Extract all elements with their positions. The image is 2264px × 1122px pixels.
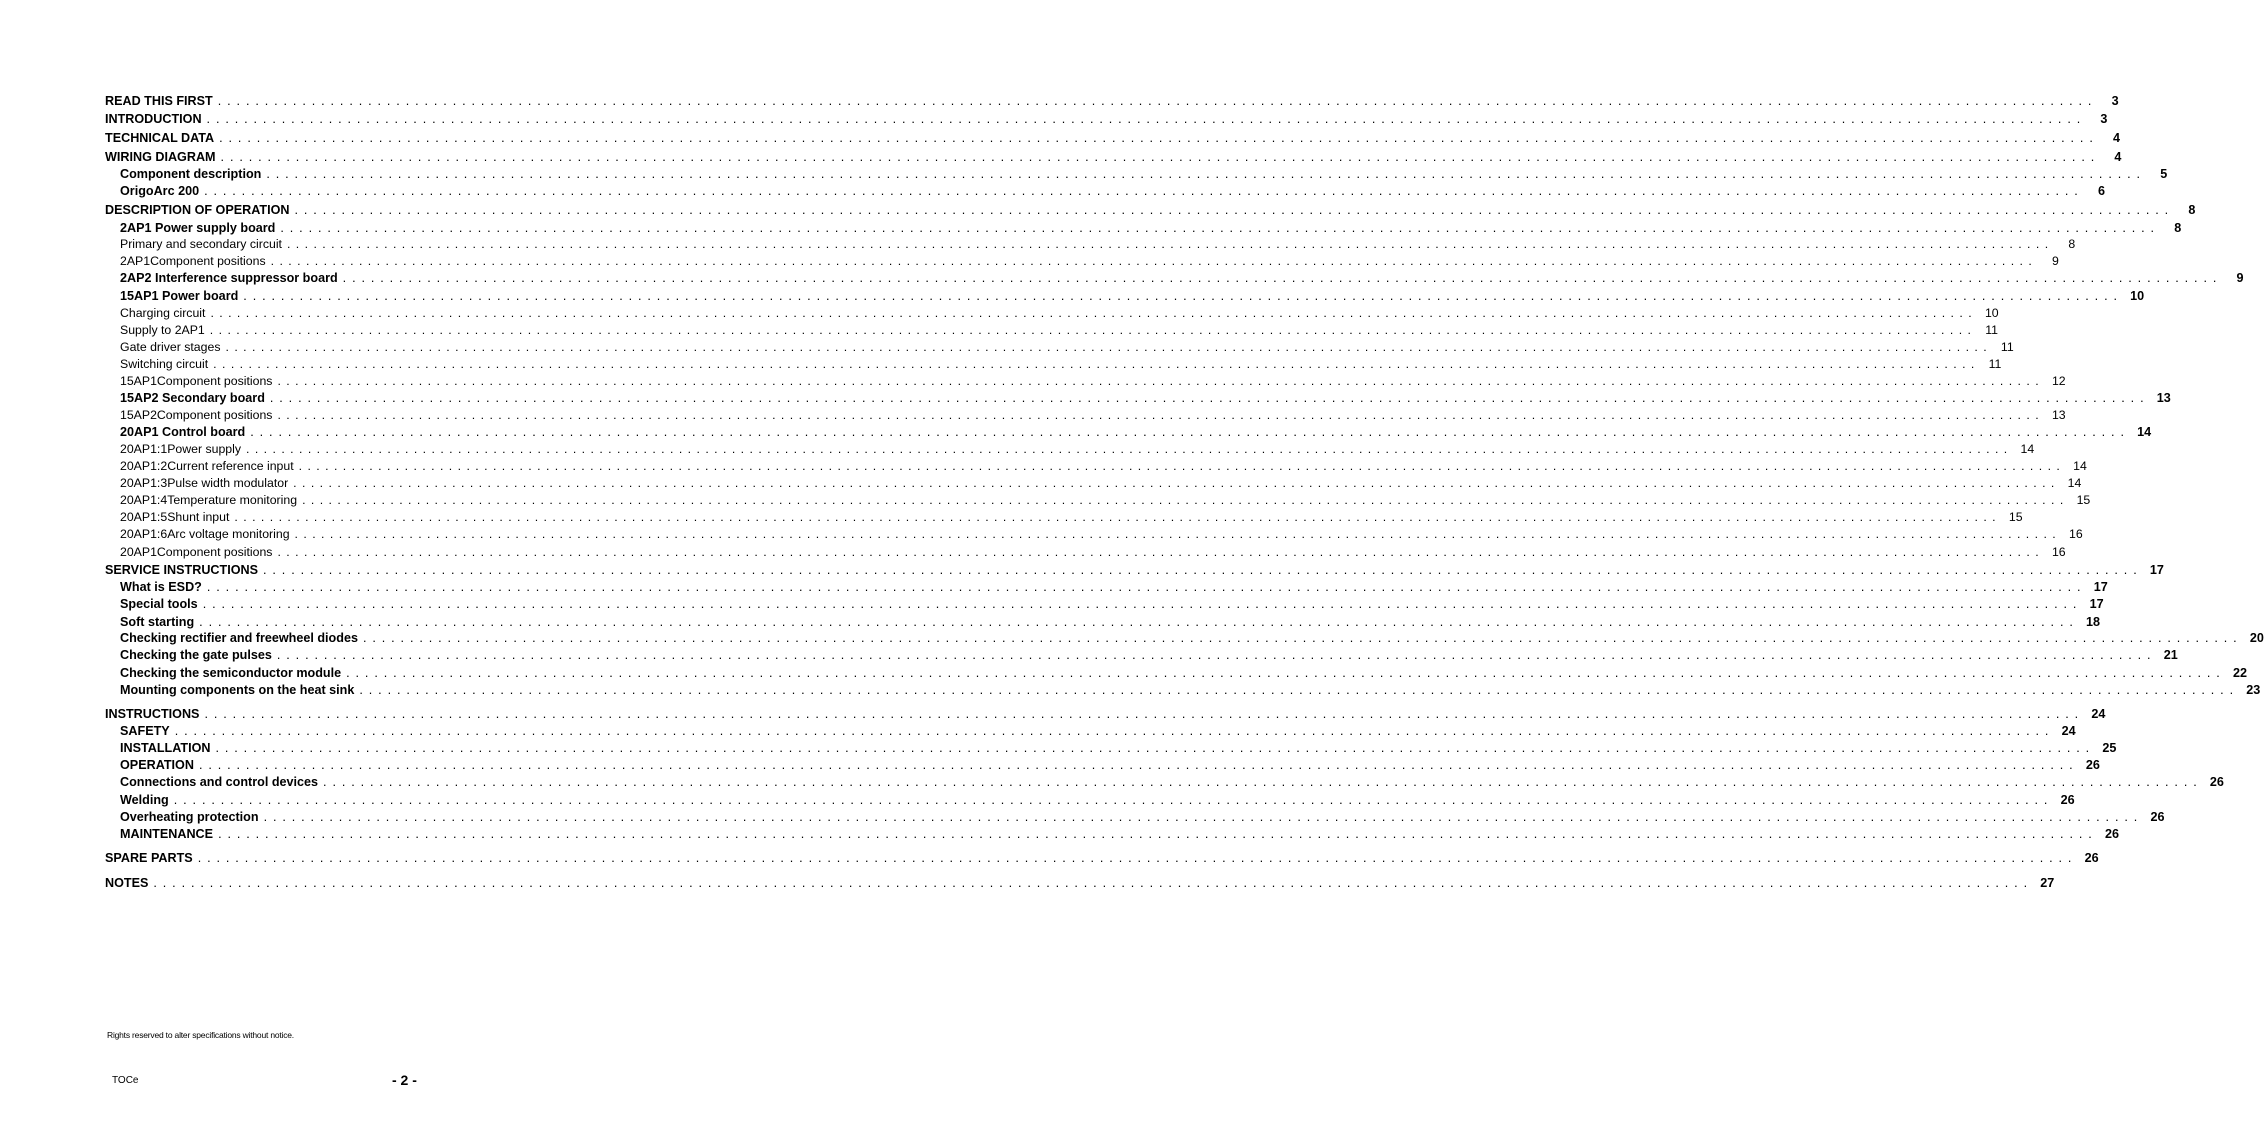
toc-entry — [120, 723, 2076, 739]
toc-entry-title: Checking the gate pulses — [120, 648, 272, 662]
toc-entry-page: 16 — [2051, 545, 2066, 559]
toc-entry-code: 20AP1:3 — [120, 476, 168, 490]
toc-entry-title: Switching circuit — [120, 357, 209, 371]
toc-leader-dots: . . . . . . . . . . . . . . . . . . . . . . . . . . . . . . . . . . . . . . . . . . . . . . . . . . . . . . . . . . . . . . . . . . . . . . . . . . . . . . . . . . . . . . . . . . . . . . . . . . . . . . . . . . . . . . . . . . . . . . . . . . . . . . . . . . . . . . . . . . . . . . . . . . . . . . . . . . . . . . . . . . . . . . . . . . . . . . . . . . . . . . . . . . . . . . . . . . . . . . . . — [225, 340, 1988, 354]
toc-entry-code: 20AP1:1 — [120, 442, 168, 456]
toc-leader-dots: . . . . . . . . . . . . . . . . . . . . . . . . . . . . . . . . . . . . . . . . . . . . . . . . . . . . . . . . . . . . . . . . . . . . . . . . . . . . . . . . . . . . . . . . . . . . . . . . . . . . . . . . . . . . . . . . . . . . . . . . . . . . . . . . . . . . . . . . . . . . . . . . . . . . . . . . . . . . . . . . . . . . . . . . . . . . . . . . . . . . . . . . . . . . . . . . . . . . . . . . — [270, 254, 2033, 268]
toc-entry-page: 14 — [2073, 459, 2087, 473]
toc-leader-dots: . . . . . . . . . . . . . . . . . . . . . . . . . . . . . . . . . . . . . . . . . . . . . . . . . . . . . . . . . . . . . . . . . . . . . . . . . . . . . . . . . . . . . . . . . . . . . . . . . . . . . . . . . . . . . . . . . . . . . . . . . . . . . . . . . . . . . . . . . . . . . . . . . . . . . . . . . . . . . . . . . . . . . . . . . . . . . . . . . . . . . . . . . . . . . . . . . . . . . . . . — [220, 150, 2096, 164]
toc-entry-code: 15AP1 — [120, 374, 157, 388]
toc-entry-title: Power supply — [167, 442, 242, 456]
toc-entry — [120, 740, 2117, 756]
toc-entry — [120, 526, 2083, 542]
toc-entry-page: 14 — [2137, 425, 2152, 439]
document-id: TOCe — [112, 1075, 139, 1086]
toc-entry-code: 2AP1 — [120, 254, 151, 268]
toc-entry — [120, 475, 2082, 491]
toc-entry-page: 20 — [2249, 631, 2264, 645]
toc-leader-dots: . . . . . . . . . . . . . . . . . . . . . . . . . . . . . . . . . . . . . . . . . . . . . . . . . . . . . . . . . . . . . . . . . . . . . . . . . . . . . . . . . . . . . . . . . . . . . . . . . . . . . . . . . . . . . . . . . . . . . . . . . . . . . . . . . . . . . . . . . . . . . . . . . . . . . . . . . . . . . . . . . . . . . . . . . . . . . . . . . . . . . . . . . . . . . . . . . . . . . . . . — [202, 597, 2078, 611]
toc-entry-page: 10 — [2130, 289, 2145, 303]
toc-entry — [120, 407, 2066, 423]
toc-entry-page: 13 — [2051, 408, 2066, 422]
toc-entry-title: DESCRIPTION OF OPERATION — [105, 203, 290, 217]
toc-entry-page: 8 — [2174, 221, 2182, 235]
toc-entry — [105, 111, 2108, 127]
toc-entry-page: 25 — [2102, 741, 2117, 755]
toc-entry-title: Current reference input — [167, 459, 294, 473]
toc-entry-page: 8 — [2188, 203, 2196, 217]
toc-entry — [120, 458, 2087, 474]
toc-leader-dots: . . . . . . . . . . . . . . . . . . . . . . . . . . . . . . . . . . . . . . . . . . . . . . . . . . . . . . . . . . . . . . . . . . . . . . . . . . . . . . . . . . . . . . . . . . . . . . . . . . . . . . . . . . . . . . . . . . . . . . . . . . . . . . . . . . . . . . . . . . . . . . . . . . . . . . . . . . . . . . . . . . . . . . . . . . . . . . . . . . . . . . . . . . . . . . . . . . . . . . . . — [323, 775, 2198, 789]
toc-entry-page: 4 — [2114, 150, 2122, 164]
toc-entry-page: 12 — [2051, 374, 2066, 388]
toc-entry-page: 26 — [2104, 827, 2119, 841]
toc-entry-page: 4 — [2113, 131, 2121, 145]
toc-entry-title: Charging circuit — [120, 306, 206, 320]
toc-entry-title: 2AP1 Power supply board — [120, 221, 276, 235]
toc-entry — [120, 630, 2264, 646]
toc-entry-title: Gate driver stages — [120, 340, 221, 354]
toc-leader-dots: . . . . . . . . . . . . . . . . . . . . . . . . . . . . . . . . . . . . . . . . . . . . . . . . . . . . . . . . . . . . . . . . . . . . . . . . . . . . . . . . . . . . . . . . . . . . . . . . . . . . . . . . . . . . . . . . . . . . . . . . . . . . . . . . . . . . . . . . . . . . . . . . . . . . . . . . . . . . . . . . . . . . . . . . . . . . . . . . . . . . . . . . . . . . . . . . . . . . . . . . — [218, 827, 2093, 841]
toc-leader-dots: . . . . . . . . . . . . . . . . . . . . . . . . . . . . . . . . . . . . . . . . . . . . . . . . . . . . . . . . . . . . . . . . . . . . . . . . . . . . . . . . . . . . . . . . . . . . . . . . . . . . . . . . . . . . . . . . . . . . . . . . . . . . . . . . . . . . . . . . . . . . . . . . . . . . . . . . . . . . . . . . . . . . . . . . . . . . . . . . . . . . . . . . . . . . . . . . . . . . . . . . — [173, 793, 2049, 807]
toc-entry — [120, 322, 1998, 338]
toc-entry-page: 21 — [2163, 648, 2178, 662]
toc-entry-page: 11 — [1988, 357, 2002, 371]
toc-entry-code: 20AP1:6 — [120, 527, 168, 541]
toc-entry-title: Component positions — [156, 545, 273, 559]
toc-leader-dots: . . . . . . . . . . . . . . . . . . . . . . . . . . . . . . . . . . . . . . . . . . . . . . . . . . . . . . . . . . . . . . . . . . . . . . . . . . . . . . . . . . . . . . . . . . . . . . . . . . . . . . . . . . . . . . . . . . . . . . . . . . . . . . . . . . . . . . . . . . . . . . . . . . . . . . . . . . . . . . . . . . . . . . . . . . . . . . . . . . . . . . . . . . . . . . . . . . . . . . . . — [266, 167, 2142, 181]
toc-entry-code: 20AP1:5 — [120, 510, 168, 524]
toc-entry-title: Mounting components on the heat sink — [120, 683, 355, 697]
toc-leader-dots: . . . . . . . . . . . . . . . . . . . . . . . . . . . . . . . . . . . . . . . . . . . . . . . . . . . . . . . . . . . . . . . . . . . . . . . . . . . . . . . . . . . . . . . . . . . . . . . . . . . . . . . . . . . . . . . . . . . . . . . . . . . . . . . . . . . . . . . . . . . . . . . . . . . . . . . . . . . . . . . . . . . . . . . . . . . . . . . . . . . . . . . . . . . . . . . . . . . . . . . . — [263, 810, 2139, 824]
toc-entry-page: 11 — [2000, 340, 2014, 354]
toc-entry — [120, 288, 2145, 304]
toc-entry — [120, 682, 2261, 698]
toc-entry — [120, 356, 2002, 372]
toc-leader-dots: . . . . . . . . . . . . . . . . . . . . . . . . . . . . . . . . . . . . . . . . . . . . . . . . . . . . . . . . . . . . . . . . . . . . . . . . . . . . . . . . . . . . . . . . . . . . . . . . . . . . . . . . . . . . . . . . . . . . . . . . . . . . . . . . . . . . . . . . . . . . . . . . . . . . . . . . . . . . . . . . . . . . . . . . . . . . . . . . . . . . . . . . . . . . . . . . . . . . . . . . — [206, 580, 2082, 594]
toc-entry — [120, 236, 2076, 252]
toc-leader-dots: . . . . . . . . . . . . . . . . . . . . . . . . . . . . . . . . . . . . . . . . . . . . . . . . . . . . . . . . . . . . . . . . . . . . . . . . . . . . . . . . . . . . . . . . . . . . . . . . . . . . . . . . . . . . . . . . . . . . . . . . . . . . . . . . . . . . . . . . . . . . . . . . . . . . . . . . . . . . . . . . . . . . . . . . . . . . . . . . . . . . . . . . . . . . . . . . . . . . . . . . — [277, 408, 2040, 422]
toc-entry-page: 10 — [1984, 306, 1999, 320]
toc-entry-title: Arc voltage monitoring — [167, 527, 290, 541]
toc-entry-page: 26 — [2150, 810, 2165, 824]
toc-leader-dots: . . . . . . . . . . . . . . . . . . . . . . . . . . . . . . . . . . . . . . . . . . . . . . . . . . . . . . . . . . . . . . . . . . . . . . . . . . . . . . . . . . . . . . . . . . . . . . . . . . . . . . . . . . . . . . . . . . . . . . . . . . . . . . . . . . . . . . . . . . . . . . . . . . . . . . . . . . . . . . . . . . . . . . . . . . . . . . . . . . . . . . . . . . . . . . . . . . . . . . . . — [342, 271, 2218, 285]
toc-entry-page: 8 — [2068, 237, 2076, 251]
toc-entry-page: 15 — [2008, 510, 2023, 524]
toc-leader-dots: . . . . . . . . . . . . . . . . . . . . . . . . . . . . . . . . . . . . . . . . . . . . . . . . . . . . . . . . . . . . . . . . . . . . . . . . . . . . . . . . . . . . . . . . . . . . . . . . . . . . . . . . . . . . . . . . . . . . . . . . . . . . . . . . . . . . . . . . . . . . . . . . . . . . . . . . . . . . . . . . . . . . . . . . . . . . . . . . . . . . . . . . . . . . . . . . . . . . . . . . — [209, 323, 1972, 337]
toc-leader-dots: . . . . . . . . . . . . . . . . . . . . . . . . . . . . . . . . . . . . . . . . . . . . . . . . . . . . . . . . . . . . . . . . . . . . . . . . . . . . . . . . . . . . . . . . . . . . . . . . . . . . . . . . . . . . . . . . . . . . . . . . . . . . . . . . . . . . . . . . . . . . . . . . . . . . . . . . . . . . . . . . . . . . . . . . . . . . . . . . . . . . . . . . . . . . . . . . . . . . . . . . — [269, 391, 2145, 405]
toc-entry-code: 15AP2 — [120, 408, 157, 422]
toc-entry-title: Soft starting — [120, 615, 195, 629]
toc-entry-title: Supply to 2AP1 — [120, 323, 205, 337]
toc-entry — [120, 183, 2105, 199]
toc-entry-page: 26 — [2085, 758, 2100, 772]
toc-entry — [120, 390, 2171, 406]
toc-entry-title: What is ESD? — [120, 580, 202, 594]
toc-entry — [120, 305, 1999, 321]
toc-entry-page: 5 — [2160, 167, 2168, 181]
toc-entry-page: 27 — [2040, 876, 2055, 890]
toc-leader-dots: . . . . . . . . . . . . . . . . . . . . . . . . . . . . . . . . . . . . . . . . . . . . . . . . . . . . . . . . . . . . . . . . . . . . . . . . . . . . . . . . . . . . . . . . . . . . . . . . . . . . . . . . . . . . . . . . . . . . . . . . . . . . . . . . . . . . . . . . . . . . . . . . . . . . . . . . . . . . . . . . . . . . . . . . . . . . . . . . . . . . . . . . . . . . . . . . . . . . . . . . — [210, 306, 1973, 320]
toc-entry-title: Primary and secondary circuit — [120, 237, 282, 251]
toc-entry — [120, 166, 2168, 182]
toc-entry-title: WIRING DIAGRAM — [105, 150, 216, 164]
toc-leader-dots: . . . . . . . . . . . . . . . . . . . . . . . . . . . . . . . . . . . . . . . . . . . . . . . . . . . . . . . . . . . . . . . . . . . . . . . . . . . . . . . . . . . . . . . . . . . . . . . . . . . . . . . . . . . . . . . . . . . . . . . . . . . . . . . . . . . . . . . . . . . . . . . . . . . . . . . . . . . . . . . . . . . . . . . . . . . . . . . . . . . . . . . . . . . . . . . . . . . . . . . . — [302, 493, 2065, 507]
toc-entry-page: 3 — [2100, 112, 2108, 126]
toc-leader-dots: . . . . . . . . . . . . . . . . . . . . . . . . . . . . . . . . . . . . . . . . . . . . . . . . . . . . . . . . . . . . . . . . . . . . . . . . . . . . . . . . . . . . . . . . . . . . . . . . . . . . . . . . . . . . . . . . . . . . . . . . . . . . . . . . . . . . . . . . . . . . . . . . . . . . . . . . . . . . . . . . . . . . . . . . . . . . . . . . . . . . . . . . . . . . . . . . . . . . . . . . — [243, 289, 2119, 303]
toc-entry-page: 14 — [2067, 476, 2082, 490]
toc-entry-title: OrigoArc 200 — [120, 184, 200, 198]
toc-entry-title: Component description — [120, 167, 262, 181]
toc-leader-dots: . . . . . . . . . . . . . . . . . . . . . . . . . . . . . . . . . . . . . . . . . . . . . . . . . . . . . . . . . . . . . . . . . . . . . . . . . . . . . . . . . . . . . . . . . . . . . . . . . . . . . . . . . . . . . . . . . . . . . . . . . . . . . . . . . . . . . . . . . . . . . . . . . . . . . . . . . . . . . . . . . . . . . . . . . . . . . . . . . . . . . . . . . . . . . . . . . . . . . . . . — [263, 563, 2138, 577]
toc-leader-dots: . . . . . . . . . . . . . . . . . . . . . . . . . . . . . . . . . . . . . . . . . . . . . . . . . . . . . . . . . . . . . . . . . . . . . . . . . . . . . . . . . . . . . . . . . . . . . . . . . . . . . . . . . . . . . . . . . . . . . . . . . . . . . . . . . . . . . . . . . . . . . . . . . . . . . . . . . . . . . . . . . . . . . . . . . . . . . . . . . . . . . . . . . . . . . . . . . . . . . . . . — [204, 707, 2080, 721]
toc-entry-page: 24 — [2091, 707, 2106, 721]
toc-entry — [120, 596, 2104, 612]
toc-entry-title: SPARE PARTS — [105, 851, 193, 865]
toc-entry-title: Checking rectifier and freewheel diodes — [120, 631, 358, 645]
toc-entry-title: 15AP1 Power board — [120, 289, 239, 303]
toc-entry-title: Component positions — [156, 408, 273, 422]
toc-entry — [120, 757, 2100, 773]
toc-entry — [120, 492, 2091, 508]
toc-leader-dots: . . . . . . . . . . . . . . . . . . . . . . . . . . . . . . . . . . . . . . . . . . . . . . . . . . . . . . . . . . . . . . . . . . . . . . . . . . . . . . . . . . . . . . . . . . . . . . . . . . . . . . . . . . . . . . . . . . . . . . . . . . . . . . . . . . . . . . . . . . . . . . . . . . . . . . . . . . . . . . . . . . . . . . . . . . . . . . . . . . . . . . . . . . . . . . . . . . . . . . . . — [277, 545, 2040, 559]
toc-entry — [105, 850, 2099, 866]
toc-entry-title: Checking the semiconductor module — [120, 666, 342, 680]
toc-entry-title: INTRODUCTION — [105, 112, 202, 126]
toc-entry-code: 20AP1:4 — [120, 493, 168, 507]
toc-entry — [120, 665, 2248, 681]
toc-entry-page: 18 — [2086, 615, 2101, 629]
toc-entry-title: Pulse width modulator — [167, 476, 289, 490]
toc-entry-page: 11 — [1985, 323, 1998, 337]
toc-entry-page: 9 — [2051, 254, 2059, 268]
toc-leader-dots: . . . . . . . . . . . . . . . . . . . . . . . . . . . . . . . . . . . . . . . . . . . . . . . . . . . . . . . . . . . . . . . . . . . . . . . . . . . . . . . . . . . . . . . . . . . . . . . . . . . . . . . . . . . . . . . . . . . . . . . . . . . . . . . . . . . . . . . . . . . . . . . . . . . . . . . . . . . . . . . . . . . . . . . . . . . . . . . . . . . . . . . . . . . . . . . . . . . . . . . . — [276, 648, 2152, 662]
toc-entry-page: 17 — [2089, 597, 2104, 611]
toc-entry — [105, 130, 2121, 146]
toc-entry-page: 22 — [2233, 666, 2248, 680]
toc-leader-dots: . . . . . . . . . . . . . . . . . . . . . . . . . . . . . . . . . . . . . . . . . . . . . . . . . . . . . . . . . . . . . . . . . . . . . . . . . . . . . . . . . . . . . . . . . . . . . . . . . . . . . . . . . . . . . . . . . . . . . . . . . . . . . . . . . . . . . . . . . . . . . . . . . . . . . . . . . . . . . . . . . . . . . . . . . . . . . . . . . . . . . . . . . . . . . . . . . . . . . . . . — [362, 631, 2238, 645]
toc-entry — [105, 562, 2164, 578]
toc-entry-title: 20AP1 Control board — [120, 425, 246, 439]
toc-entry — [120, 614, 2101, 630]
toc-entry — [105, 149, 2122, 165]
toc-entry-title: Overheating protection — [120, 810, 259, 824]
toc-entry-title: Welding — [120, 793, 169, 807]
toc-entry-title: TECHNICAL DATA — [105, 131, 215, 145]
toc-leader-dots: . . . . . . . . . . . . . . . . . . . . . . . . . . . . . . . . . . . . . . . . . . . . . . . . . . . . . . . . . . . . . . . . . . . . . . . . . . . . . . . . . . . . . . . . . . . . . . . . . . . . . . . . . . . . . . . . . . . . . . . . . . . . . . . . . . . . . . . . . . . . . . . . . . . . . . . . . . . . . . . . . . . . . . . . . . . . . . . . . . . . . . . . . . . . . . . . . . . . . . . . — [250, 425, 2126, 439]
toc-entry-code: 20AP1:2 — [120, 459, 168, 473]
toc-entry-page: 16 — [2069, 527, 2083, 541]
toc-leader-dots: . . . . . . . . . . . . . . . . . . . . . . . . . . . . . . . . . . . . . . . . . . . . . . . . . . . . . . . . . . . . . . . . . . . . . . . . . . . . . . . . . . . . . . . . . . . . . . . . . . . . . . . . . . . . . . . . . . . . . . . . . . . . . . . . . . . . . . . . . . . . . . . . . . . . . . . . . . . . . . . . . . . . . . . . . . . . . . . . . . . . . . . . . . . . . . . . . . . . . . . . — [213, 357, 1976, 371]
toc-entry-code: 20AP1 — [120, 545, 157, 559]
toc-entry — [120, 792, 2075, 808]
toc-leader-dots: . . . . . . . . . . . . . . . . . . . . . . . . . . . . . . . . . . . . . . . . . . . . . . . . . . . . . . . . . . . . . . . . . . . . . . . . . . . . . . . . . . . . . . . . . . . . . . . . . . . . . . . . . . . . . . . . . . . . . . . . . . . . . . . . . . . . . . . . . . . . . . . . . . . . . . . . . . . . . . . . . . . . . . . . . . . . . . . . . . . . . . . . . . . . . . . . . . . . . . . . — [294, 203, 2170, 217]
toc-leader-dots: . . . . . . . . . . . . . . . . . . . . . . . . . . . . . . . . . . . . . . . . . . . . . . . . . . . . . . . . . . . . . . . . . . . . . . . . . . . . . . . . . . . . . . . . . . . . . . . . . . . . . . . . . . . . . . . . . . . . . . . . . . . . . . . . . . . . . . . . . . . . . . . . . . . . . . . . . . . . . . . . . . . . . . . . . . . . . . . . . . . . . . . . . . . . . . . . . . . . . . . . — [293, 476, 2056, 490]
toc-entry-title: 15AP2 Secondary board — [120, 391, 265, 405]
toc-entry-page: 6 — [2097, 184, 2105, 198]
toc-entry-title: Temperature monitoring — [167, 493, 298, 507]
toc-leader-dots: . . . . . . . . . . . . . . . . . . . . . . . . . . . . . . . . . . . . . . . . . . . . . . . . . . . . . . . . . . . . . . . . . . . . . . . . . . . . . . . . . . . . . . . . . . . . . . . . . . . . . . . . . . . . . . . . . . . . . . . . . . . . . . . . . . . . . . . . . . . . . . . . . . . . . . . . . . . . . . . . . . . . . . . . . . . . . . . . . . . . . . . . . . . . . . . . . . . . . . . . — [234, 510, 1997, 524]
toc-entry-title: READ THIS FIRST — [105, 94, 213, 108]
rights-notice: Rights reserved to alter specifications without notice. — [107, 1030, 294, 1040]
toc-entry-page: 24 — [2061, 724, 2076, 738]
toc-entry — [120, 253, 2059, 269]
toc-entry-page: 17 — [2149, 563, 2164, 577]
toc-entry — [120, 579, 2108, 595]
toc-leader-dots: . . . . . . . . . . . . . . . . . . . . . . . . . . . . . . . . . . . . . . . . . . . . . . . . . . . . . . . . . . . . . . . . . . . . . . . . . . . . . . . . . . . . . . . . . . . . . . . . . . . . . . . . . . . . . . . . . . . . . . . . . . . . . . . . . . . . . . . . . . . . . . . . . . . . . . . . . . . . . . . . . . . . . . . . . . . . . . . . . . . . . . . . . . . . . . . . . . . . . . . . — [174, 724, 2050, 738]
toc-leader-dots: . . . . . . . . . . . . . . . . . . . . . . . . . . . . . . . . . . . . . . . . . . . . . . . . . . . . . . . . . . . . . . . . . . . . . . . . . . . . . . . . . . . . . . . . . . . . . . . . . . . . . . . . . . . . . . . . . . . . . . . . . . . . . . . . . . . . . . . . . . . . . . . . . . . . . . . . . . . . . . . . . . . . . . . . . . . . . . . . . . . . . . . . . . . . . . . . . . . . . . . . — [346, 666, 2222, 680]
toc-entry-page: 26 — [2209, 775, 2224, 789]
toc-entry — [120, 809, 2165, 825]
toc-entry — [120, 270, 2244, 286]
toc-entry-page: 23 — [2246, 683, 2261, 697]
toc-leader-dots: . . . . . . . . . . . . . . . . . . . . . . . . . . . . . . . . . . . . . . . . . . . . . . . . . . . . . . . . . . . . . . . . . . . . . . . . . . . . . . . . . . . . . . . . . . . . . . . . . . . . . . . . . . . . . . . . . . . . . . . . . . . . . . . . . . . . . . . . . . . . . . . . . . . . . . . . . . . . . . . . . . . . . . . . . . . . . . . . . . . . . . . . . . . . . . . . . . . . . . . . — [298, 459, 2061, 473]
toc-entry-page: 3 — [2111, 94, 2119, 108]
toc-entry — [120, 826, 2119, 842]
toc-entry-title: Shunt input — [167, 510, 230, 524]
toc-leader-dots: . . . . . . . . . . . . . . . . . . . . . . . . . . . . . . . . . . . . . . . . . . . . . . . . . . . . . . . . . . . . . . . . . . . . . . . . . . . . . . . . . . . . . . . . . . . . . . . . . . . . . . . . . . . . . . . . . . . . . . . . . . . . . . . . . . . . . . . . . . . . . . . . . . . . . . . . . . . . . . . . . . . . . . . . . . . . . . . . . . . . . . . . . . . . . . . . . . . . . . . . — [294, 527, 2057, 541]
toc-leader-dots: . . . . . . . . . . . . . . . . . . . . . . . . . . . . . . . . . . . . . . . . . . . . . . . . . . . . . . . . . . . . . . . . . . . . . . . . . . . . . . . . . . . . . . . . . . . . . . . . . . . . . . . . . . . . . . . . . . . . . . . . . . . . . . . . . . . . . . . . . . . . . . . . . . . . . . . . . . . . . . . . . . . . . . . . . . . . . . . . . . . . . . . . . . . . . . . . . . . . . . . . — [197, 851, 2073, 865]
toc-entry-page: 9 — [2236, 271, 2244, 285]
toc-leader-dots: . . . . . . . . . . . . . . . . . . . . . . . . . . . . . . . . . . . . . . . . . . . . . . . . . . . . . . . . . . . . . . . . . . . . . . . . . . . . . . . . . . . . . . . . . . . . . . . . . . . . . . . . . . . . . . . . . . . . . . . . . . . . . . . . . . . . . . . . . . . . . . . . . . . . . . . . . . . . . . . . . . . . . . . . . . . . . . . . . . . . . . . . . . . . . . . . . . . . . . . . — [277, 374, 2040, 388]
toc-entry — [120, 424, 2152, 440]
toc-entry — [120, 373, 2066, 389]
toc-entry — [105, 875, 2055, 891]
toc-entry-page: 26 — [2084, 851, 2099, 865]
toc-entry-page: 15 — [2076, 493, 2091, 507]
toc-entry — [120, 544, 2066, 560]
toc-leader-dots: . . . . . . . . . . . . . . . . . . . . . . . . . . . . . . . . . . . . . . . . . . . . . . . . . . . . . . . . . . . . . . . . . . . . . . . . . . . . . . . . . . . . . . . . . . . . . . . . . . . . . . . . . . . . . . . . . . . . . . . . . . . . . . . . . . . . . . . . . . . . . . . . . . . . . . . . . . . . . . . . . . . . . . . . . . . . . . . . . . . . . . . . . . . . . . . . . . . . . . . . — [204, 184, 2079, 198]
toc-entry-page: 26 — [2060, 793, 2075, 807]
toc-leader-dots: . . . . . . . . . . . . . . . . . . . . . . . . . . . . . . . . . . . . . . . . . . . . . . . . . . . . . . . . . . . . . . . . . . . . . . . . . . . . . . . . . . . . . . . . . . . . . . . . . . . . . . . . . . . . . . . . . . . . . . . . . . . . . . . . . . . . . . . . . . . . . . . . . . . . . . . . . . . . . . . . . . . . . . . . . . . . . . . . . . . . . . . . . . . . . . . . . . . . . . . . — [215, 741, 2091, 755]
toc-entry-title: SERVICE INSTRUCTIONS — [105, 563, 259, 577]
toc-entry — [120, 647, 2178, 663]
toc-entry-title: 2AP2 Interference suppressor board — [120, 271, 338, 285]
toc-entry — [120, 339, 2014, 355]
toc-entry — [120, 441, 2035, 457]
toc-entry — [120, 509, 2023, 525]
toc-entry-title: Connections and control devices — [120, 775, 319, 789]
toc-leader-dots: . . . . . . . . . . . . . . . . . . . . . . . . . . . . . . . . . . . . . . . . . . . . . . . . . . . . . . . . . . . . . . . . . . . . . . . . . . . . . . . . . . . . . . . . . . . . . . . . . . . . . . . . . . . . . . . . . . . . . . . . . . . . . . . . . . . . . . . . . . . . . . . . . . . . . . . . . . . . . . . . . . . . . . . . . . . . . . . . . . . . . . . . . . . . . . . . . . . . . . . . — [286, 237, 2050, 251]
toc-leader-dots: . . . . . . . . . . . . . . . . . . . . . . . . . . . . . . . . . . . . . . . . . . . . . . . . . . . . . . . . . . . . . . . . . . . . . . . . . . . . . . . . . . . . . . . . . . . . . . . . . . . . . . . . . . . . . . . . . . . . . . . . . . . . . . . . . . . . . . . . . . . . . . . . . . . . . . . . . . . . . . . . . . . . . . . . . . . . . . . . . . . . . . . . . . . . . . . . . . . . . . . . — [199, 615, 2075, 629]
toc-entry — [120, 774, 2224, 790]
toc-entry — [120, 220, 2182, 236]
page-number: - 2 - — [392, 1072, 417, 1088]
toc-leader-dots: . . . . . . . . . . . . . . . . . . . . . . . . . . . . . . . . . . . . . . . . . . . . . . . . . . . . . . . . . . . . . . . . . . . . . . . . . . . . . . . . . . . . . . . . . . . . . . . . . . . . . . . . . . . . . . . . . . . . . . . . . . . . . . . . . . . . . . . . . . . . . . . . . . . . . . . . . . . . . . . . . . . . . . . . . . . . . . . . . . . . . . . . . . . . . . . . . . . . . . . . — [206, 112, 2082, 126]
toc-entry-title: OPERATION — [120, 758, 194, 772]
toc-leader-dots: . . . . . . . . . . . . . . . . . . . . . . . . . . . . . . . . . . . . . . . . . . . . . . . . . . . . . . . . . . . . . . . . . . . . . . . . . . . . . . . . . . . . . . . . . . . . . . . . . . . . . . . . . . . . . . . . . . . . . . . . . . . . . . . . . . . . . . . . . . . . . . . . . . . . . . . . . . . . . . . . . . . . . . . . . . . . . . . . . . . . . . . . . . . . . . . . . . . . . . . . — [219, 131, 2095, 145]
toc-entry — [105, 93, 2119, 109]
toc-leader-dots: . . . . . . . . . . . . . . . . . . . . . . . . . . . . . . . . . . . . . . . . . . . . . . . . . . . . . . . . . . . . . . . . . . . . . . . . . . . . . . . . . . . . . . . . . . . . . . . . . . . . . . . . . . . . . . . . . . . . . . . . . . . . . . . . . . . . . . . . . . . . . . . . . . . . . . . . . . . . . . . . . . . . . . . . . . . . . . . . . . . . . . . . . . . . . . . . . . . . . . . . — [359, 683, 2235, 697]
toc-leader-dots: . . . . . . . . . . . . . . . . . . . . . . . . . . . . . . . . . . . . . . . . . . . . . . . . . . . . . . . . . . . . . . . . . . . . . . . . . . . . . . . . . . . . . . . . . . . . . . . . . . . . . . . . . . . . . . . . . . . . . . . . . . . . . . . . . . . . . . . . . . . . . . . . . . . . . . . . . . . . . . . . . . . . . . . . . . . . . . . . . . . . . . . . . . . . . . . . . . . . . . . . — [246, 442, 2009, 456]
toc-entry-title: INSTRUCTIONS — [105, 707, 200, 721]
toc-entry — [105, 706, 2106, 722]
toc-entry-title: Special tools — [120, 597, 198, 611]
toc-entry-title: SAFETY — [120, 724, 170, 738]
toc-entry-title: NOTES — [105, 876, 149, 890]
toc-leader-dots: . . . . . . . . . . . . . . . . . . . . . . . . . . . . . . . . . . . . . . . . . . . . . . . . . . . . . . . . . . . . . . . . . . . . . . . . . . . . . . . . . . . . . . . . . . . . . . . . . . . . . . . . . . . . . . . . . . . . . . . . . . . . . . . . . . . . . . . . . . . . . . . . . . . . . . . . . . . . . . . . . . . . . . . . . . . . . . . . . . . . . . . . . . . . . . . . . . . . . . . . — [153, 876, 2029, 890]
toc-entry-title: MAINTENANCE — [120, 827, 214, 841]
toc-leader-dots: . . . . . . . . . . . . . . . . . . . . . . . . . . . . . . . . . . . . . . . . . . . . . . . . . . . . . . . . . . . . . . . . . . . . . . . . . . . . . . . . . . . . . . . . . . . . . . . . . . . . . . . . . . . . . . . . . . . . . . . . . . . . . . . . . . . . . . . . . . . . . . . . . . . . . . . . . . . . . . . . . . . . . . . . . . . . . . . . . . . . . . . . . . . . . . . . . . . . . . . . — [280, 221, 2156, 235]
toc-entry-title: INSTALLATION — [120, 741, 211, 755]
toc-entry-page: 17 — [2093, 580, 2108, 594]
toc-entry-page: 14 — [2020, 442, 2035, 456]
toc-leader-dots: . . . . . . . . . . . . . . . . . . . . . . . . . . . . . . . . . . . . . . . . . . . . . . . . . . . . . . . . . . . . . . . . . . . . . . . . . . . . . . . . . . . . . . . . . . . . . . . . . . . . . . . . . . . . . . . . . . . . . . . . . . . . . . . . . . . . . . . . . . . . . . . . . . . . . . . . . . . . . . . . . . . . . . . . . . . . . . . . . . . . . . . . . . . . . . . . . . . . . . . . — [198, 758, 2074, 772]
toc-leader-dots: . . . . . . . . . . . . . . . . . . . . . . . . . . . . . . . . . . . . . . . . . . . . . . . . . . . . . . . . . . . . . . . . . . . . . . . . . . . . . . . . . . . . . . . . . . . . . . . . . . . . . . . . . . . . . . . . . . . . . . . . . . . . . . . . . . . . . . . . . . . . . . . . . . . . . . . . . . . . . . . . . . . . . . . . . . . . . . . . . . . . . . . . . . . . . . . . . . . . . . . . — [217, 94, 2093, 108]
toc-entry-title: Component positions — [156, 374, 273, 388]
toc-entry-title: Component positions — [150, 254, 266, 268]
toc-entry-page: 13 — [2156, 391, 2171, 405]
toc-entry — [105, 202, 2196, 218]
